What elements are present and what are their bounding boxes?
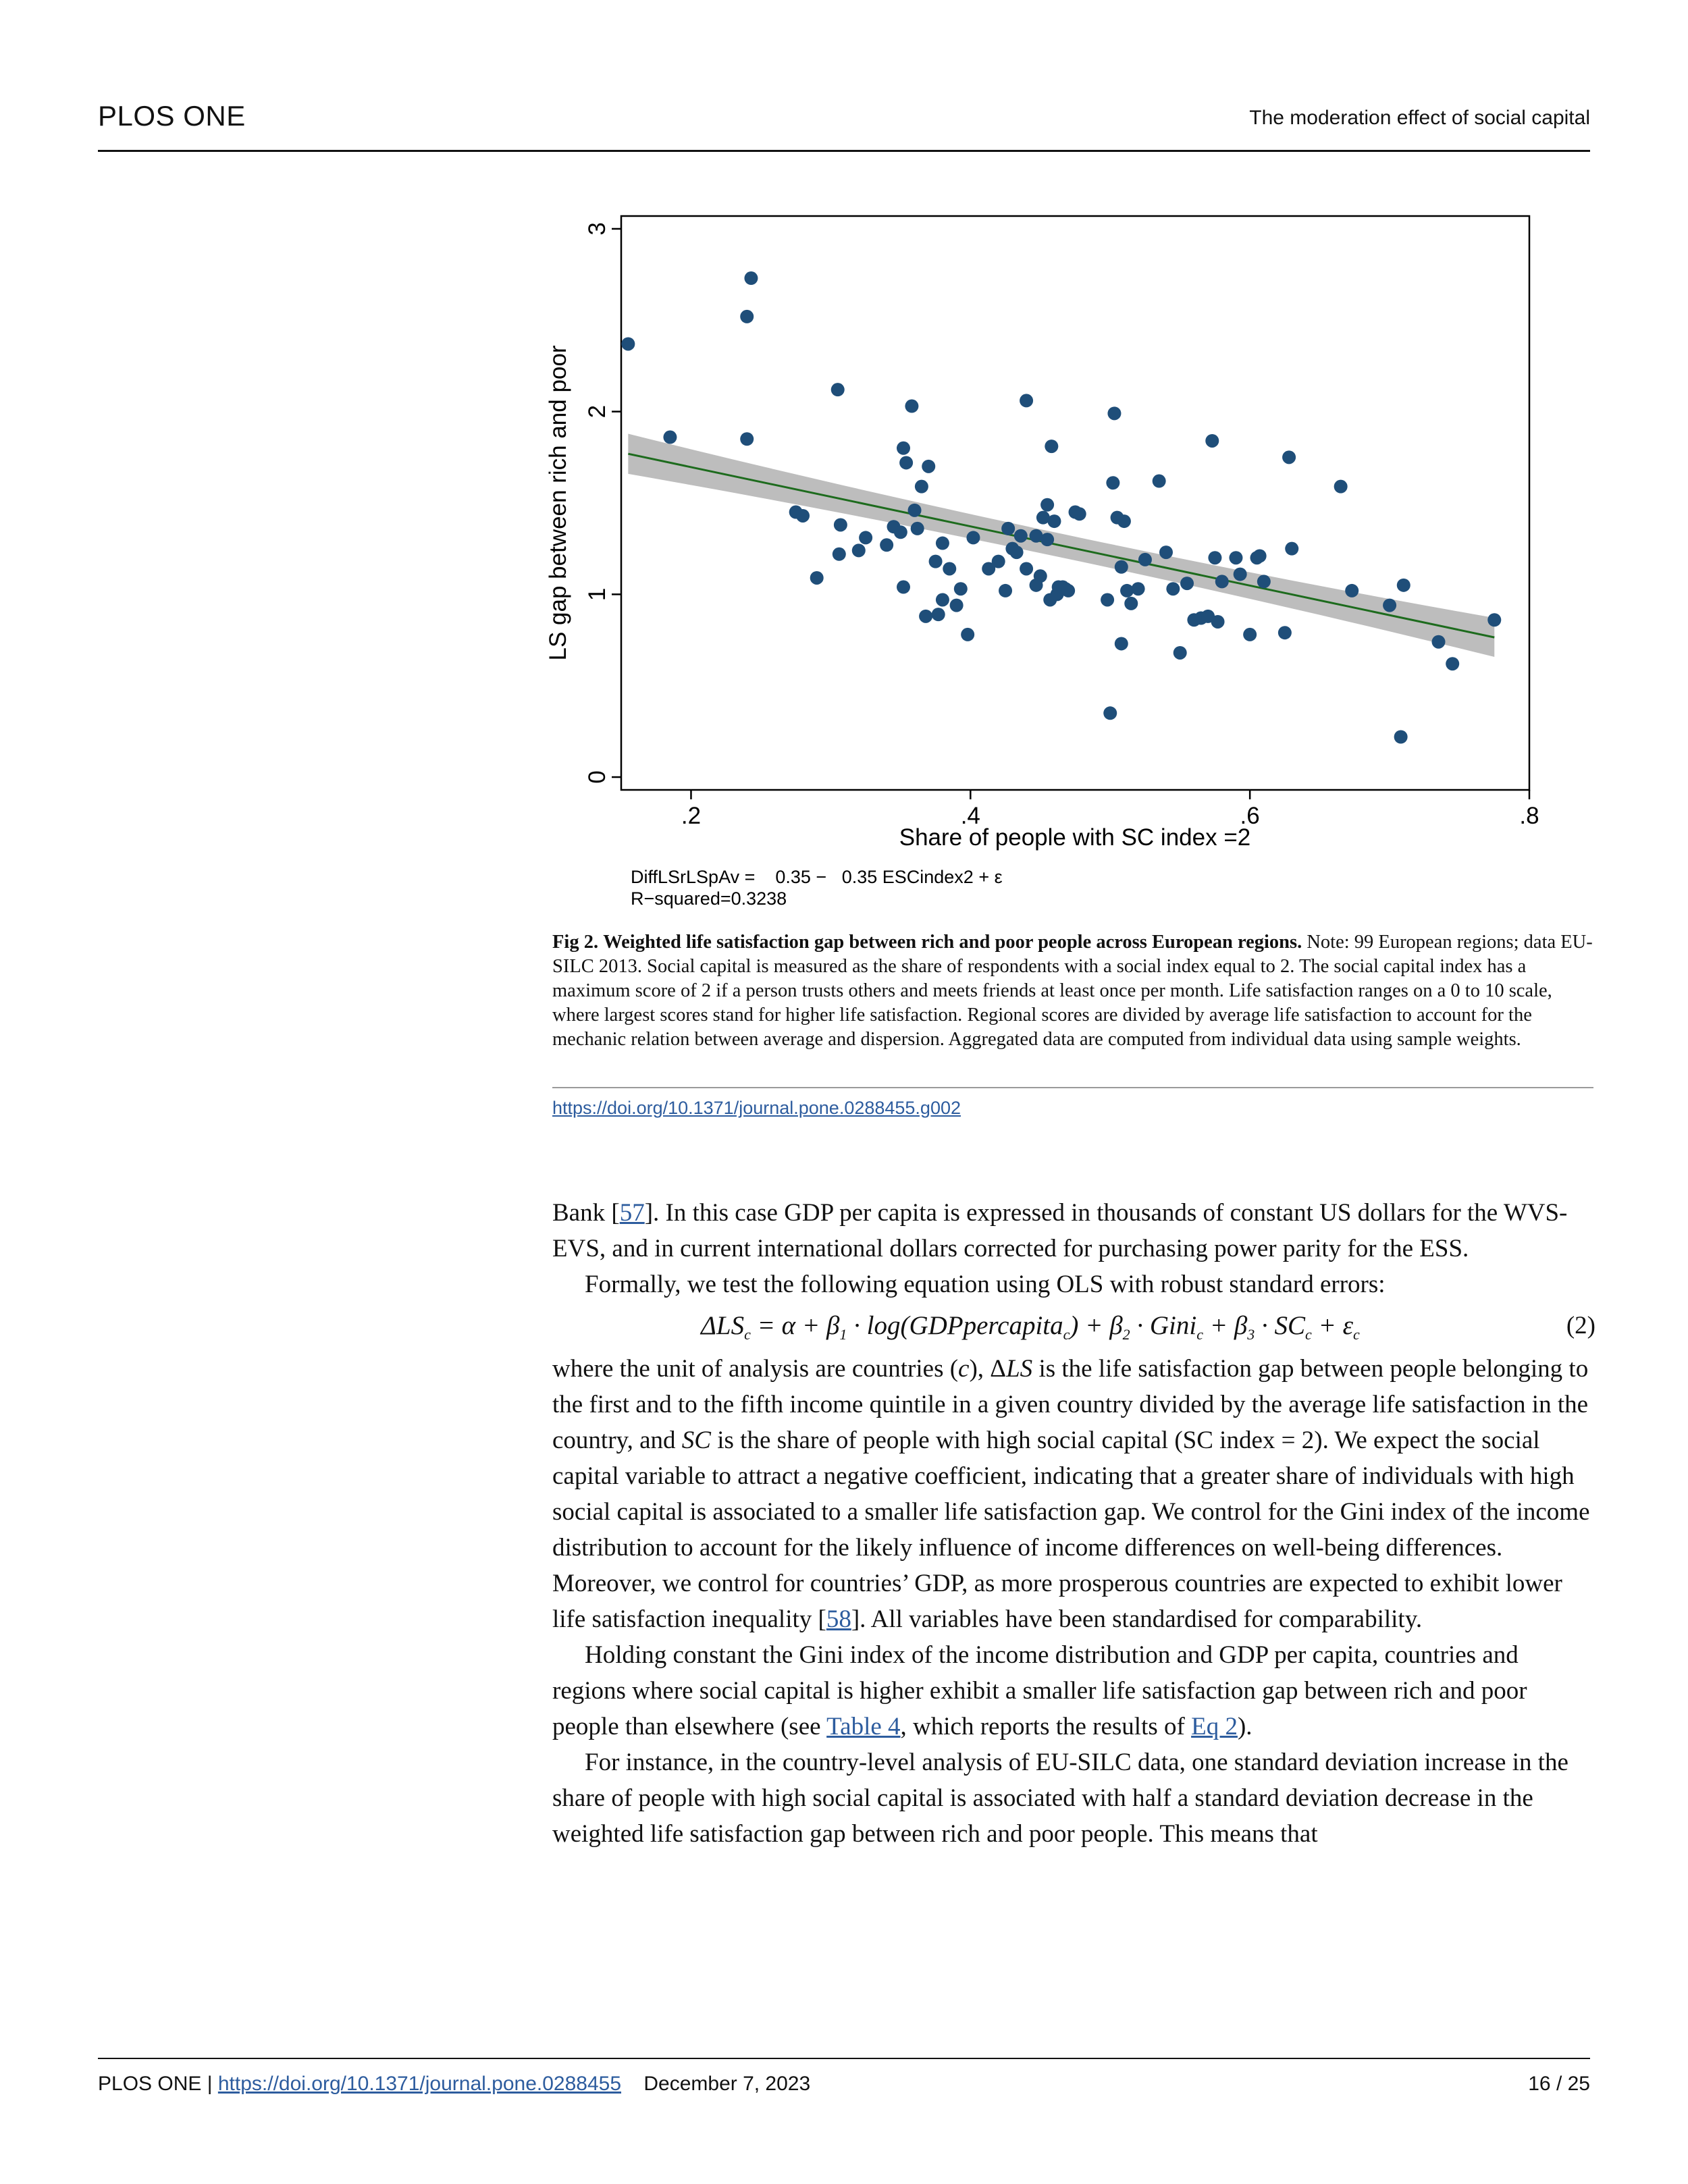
footer-date: December 7, 2023 [643,2073,811,2095]
y-tick-label: 1 [584,587,610,602]
paragraph-1: Bank [57]. In this case GDP per capita is expressed in thousands of constant US dollars for the WVS-EVS, and in current international dollars corrected for purchasing power parity for the ESS. [552,1199,1568,1262]
data-point [1117,514,1131,528]
plot-frame [621,216,1529,790]
y-tick-label: 2 [584,404,610,419]
data-point [1047,514,1061,528]
table-4-link[interactable]: Table 4 [826,1713,901,1740]
data-point [1282,450,1296,464]
data-point [1334,480,1348,494]
data-point [911,522,924,535]
data-point [663,431,677,444]
equation-number: (2) [1566,1312,1595,1339]
data-point [1014,529,1028,543]
data-point [1432,635,1446,649]
figure-2 [527,196,1566,911]
data-point [1040,498,1054,512]
data-point [919,610,932,623]
data-point [852,543,866,557]
data-point [1205,434,1219,448]
data-point [1345,584,1359,597]
paragraph-2: Formally, we test the following equation using OLS with robust standard errors: [585,1271,1386,1298]
data-point [992,555,1005,568]
data-point [1278,626,1292,639]
data-point [908,504,922,517]
r-squared: R−squared=0.3238 [631,888,787,909]
figure-note: Note: 99 European regions; data EU-SILC 2013. Social capital is measured as the share of respondents with a social index equal to 2. The social capital index has a maximum score of 2 if a person trusts others and meets friends at least once per month. Life satisfaction ranges on a 0 to 10 scale, where largest scores stand for higher life satisfaction. Regional scores are divided by average life satisfaction to account for the mechanic relation between average and dispersion. Aggregated data are computed from individual data using sample weights. [552,932,1593,1050]
equation-body: $\Delta LS_c = \alpha + \beta_1$ · log(GDPpercapita$_c$) + $\beta_2$ · Gini$_c$ + $\beta_3 \cdot SC_c + \varepsilon_c$ [701,1311,1360,1343]
data-point [740,432,754,446]
data-point [905,400,918,413]
data-point [1383,599,1396,612]
data-point [1394,730,1408,743]
data-point [999,584,1012,597]
data-point [744,271,758,285]
footer-journal: PLOS ONE | [98,2073,218,2095]
data-point [1103,706,1117,720]
data-point [1115,560,1128,574]
fit-equation: DiffLSrLSpAv = 0.35 − 0.35 ESCindex2 + ε [631,867,1003,887]
data-point [961,628,974,641]
data-point [1208,551,1221,564]
data-point [1257,575,1271,588]
data-point [1020,394,1033,407]
data-point [1132,582,1145,595]
data-point [621,337,635,350]
data-point [1180,577,1194,590]
paragraph-4: Holding constant the Gini index of the income distribution and GDP per capita, countries and regions where social capital is higher exhibit a smaller life satisfaction gap between rich and poor people than elsewhere (see Table 4, which reports the results of Eq 2). [552,1641,1527,1740]
data-point [1107,406,1121,420]
data-point [1034,569,1047,583]
figure-title: Weighted life satisfaction gap between rich and poor people across European regions. [603,932,1302,953]
data-point [954,582,968,595]
data-point [929,555,943,568]
data-point [1159,545,1173,559]
data-point [834,518,847,531]
data-point [859,531,872,544]
data-point [1397,579,1410,592]
page-number: 16 / 25 [1528,2073,1590,2095]
data-point [943,562,956,575]
data-point [1243,628,1257,641]
data-point [894,525,907,539]
paragraph-3: where the unit of analysis are countries (c), ΔLS is the life satisfaction gap between people belonging to the first and to the fifth income quintile in a given country divided by the average life satisfaction in the country, and SC is the share of people with high social capital (SC index = 2). We expect the social capital variable to attract a negative coefficient, indicating that a greater share of individuals with high social capital is associated to a smaller life satisfaction gap. We control for the Gini index of the income distribution to account for the likely influence of income differences on well-being differences. Moreover, we control for countries’ GDP, as more prosperous countries are expected to exhibit lower life satisfaction inequality [58]. All variables have been standardised for comparability. [552,1355,1590,1633]
data-point [1253,550,1267,563]
data-point [897,581,910,594]
data-point [966,531,980,544]
data-point [922,460,935,473]
data-point [1138,553,1152,566]
data-point [1446,657,1459,670]
ref-58-link[interactable]: 58 [826,1605,851,1633]
data-point [1153,475,1166,488]
y-tick-label: 0 [584,770,610,784]
data-point [1001,522,1015,535]
ref-57-link[interactable]: 57 [619,1199,645,1227]
body-text [552,1195,1595,1852]
data-point [1211,615,1225,629]
x-axis-label: Share of people with SC index =2 [899,824,1251,851]
data-point [1010,545,1024,559]
scatter-chart [527,196,1566,911]
data-point [833,548,846,561]
data-point [1166,582,1180,595]
x-tick-label: .8 [1519,803,1539,829]
data-point [1487,613,1501,627]
data-point [936,537,949,550]
y-axis-label: LS gap between rich and poor [545,345,571,661]
data-point [936,593,949,606]
data-point [915,480,928,494]
footer-rule [98,2058,1590,2059]
data-point [1073,507,1086,521]
x-tick-label: .4 [960,803,980,829]
y-tick-label: 3 [584,222,610,236]
figure-label: Fig 2. [552,932,599,953]
x-tick-label: .2 [681,803,702,829]
data-point [1229,551,1242,564]
data-point [1045,440,1058,453]
figure-caption [552,930,1593,1052]
data-point [810,571,824,585]
data-point [1215,575,1229,588]
data-point [897,442,910,455]
figure-doi-link[interactable]: https://doi.org/10.1371/journal.pone.0288455.g002 [552,1098,961,1118]
data-point [1285,542,1298,556]
x-tick-label: .6 [1240,803,1260,829]
data-point [1106,476,1119,489]
data-point [1115,637,1128,650]
data-point [796,509,810,523]
data-point [1234,568,1247,581]
journal-name: PLOS ONE [98,100,246,132]
data-point [899,456,913,469]
caption-rule [552,1087,1593,1088]
data-point [1040,533,1054,546]
equation-2 [552,1302,1595,1351]
data-point [880,538,893,552]
data-point [950,599,964,612]
eq-2-link[interactable]: Eq 2 [1191,1713,1238,1740]
footer [98,2073,810,2096]
data-point [1173,646,1187,660]
paragraph-5: For instance, in the country-level analysis of EU-SILC data, one standard deviation increase in the share of people with high social capital is associated with half a standard deviation decrease in the weighted life satisfaction gap between rich and poor people. This means that [552,1749,1568,1848]
data-point [831,383,845,396]
data-point [1101,593,1114,606]
running-title: The moderation effect of social capital [1249,107,1590,129]
data-point [932,608,945,621]
header-rule [98,150,1590,152]
footer-doi-link[interactable]: https://doi.org/10.1371/journal.pone.0288455 [217,2073,622,2095]
data-point [1124,597,1138,610]
data-point [740,310,754,323]
data-point [1020,562,1033,575]
data-point [1061,584,1075,597]
